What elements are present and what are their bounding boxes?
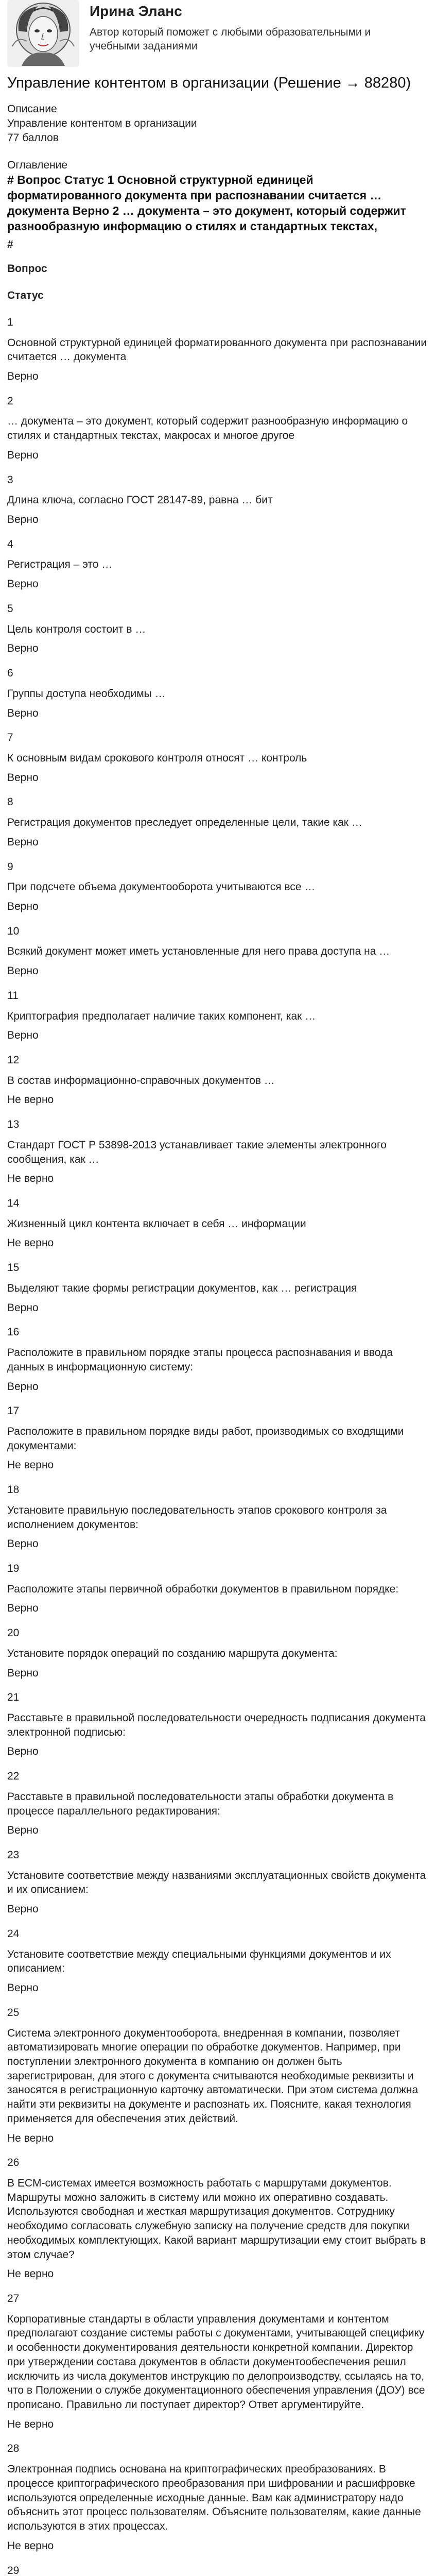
question-status: Верно — [7, 1667, 39, 1679]
question-status: Верно — [7, 1029, 39, 1042]
question-item — [7, 602, 429, 656]
question-status: Верно — [7, 1903, 39, 1916]
author-name[interactable]: Ирина Эланс — [90, 3, 182, 19]
question-text: Установите соответствие между специальными функциями документов и их описанием: — [7, 1948, 391, 1975]
question-status: Верно — [7, 1602, 39, 1615]
question-status: Верно — [7, 900, 39, 912]
question-item — [7, 1848, 429, 1917]
question-text: Регистрация документов преследует определенные цели, такие как … — [7, 817, 362, 829]
question-number: 11 — [7, 989, 19, 1002]
author-info — [79, 0, 383, 54]
question-number: 17 — [7, 1405, 20, 1417]
question-number: 16 — [7, 1326, 20, 1338]
question-number: 28 — [7, 2443, 20, 2455]
toc-hash: # — [7, 238, 13, 250]
question-status: Верно — [7, 578, 39, 590]
question-item — [7, 1325, 429, 1394]
question-text: Цель контроля состоит в … — [7, 623, 146, 635]
question-status: Верно — [7, 836, 39, 848]
question-status: Верно — [7, 1301, 39, 1314]
question-status: Верно — [7, 1824, 39, 1837]
question-text: Основной структурной единицей форматированного документа при распознавании считается … документа — [7, 336, 427, 363]
question-text: Расставьте в правильной последовательности этапы обработки документа в процессе параллельного редактирования: — [7, 1790, 394, 1817]
question-text: Регистрация – это … — [7, 558, 113, 571]
author-description: Автор который поможет с любыми образовательными и учебными заданиями — [90, 26, 371, 53]
question-number: 2 — [7, 395, 13, 407]
column-status: Статус — [7, 290, 44, 302]
question-item — [7, 1196, 429, 1250]
question-text: Длина ключа, согласно ГОСТ 28147-89, равна … бит — [7, 494, 273, 506]
question-text: Группы доступа необходимы … — [7, 687, 166, 700]
question-status: Верно — [7, 514, 39, 526]
question-number: 4 — [7, 538, 13, 550]
question-text: Жизненный цикл контента включает в себя … информации — [7, 1217, 306, 1230]
question-text: Корпоративные стандарты в области управления документами и контентом предполагают создание системы работы с документами, учитывающей специфику и особенности документирования деятельности конкретной компании. Директор при утверждении состава документов в области документообеспечения решил исключить из числа документов инструкцию по делопроизводству, ссылаясь на то, что в Положении о службе документационного обеспечения управления (ДОУ) все прописано. Правильно ли поступает директор? Ответ аргументируйте. — [7, 2313, 425, 2411]
question-number: 9 — [7, 860, 13, 873]
question-text: Всякий документ может иметь установленные для него права доступа на … — [7, 945, 390, 958]
author-header — [7, 0, 429, 67]
question-status: Верно — [7, 1380, 39, 1393]
question-status: Верно — [7, 771, 39, 784]
question-number: 25 — [7, 2006, 20, 2019]
question-number: 10 — [7, 925, 20, 937]
question-text: Установите правильную последовательность этапов срокового контроля за исполнением документов: — [7, 1504, 387, 1531]
question-text: Электронная подпись основана на криптографических преобразованиях. В процессе криптографического преобразования при шифровании и расшифровке используются определенные исходные данные. Вам как администратору надо объяснить этот процесс пользователям. Объясните пользователям, какие данные используются в этих процессах. — [7, 2463, 421, 2533]
avatar[interactable] — [7, 0, 79, 67]
question-item — [7, 2564, 429, 2576]
question-item — [7, 795, 429, 849]
page-title: Управление контентом в организации (Решение → 88280) — [7, 75, 411, 91]
question-text: При подсчете объема документооборота учитываются все … — [7, 881, 316, 893]
description-value: Управление контентом в организации — [7, 117, 197, 129]
question-item — [7, 1690, 429, 1759]
question-status: Верно — [7, 1538, 39, 1550]
question-number: 26 — [7, 2157, 20, 2169]
question-number: 29 — [7, 2564, 20, 2576]
description-label: Описание — [7, 103, 57, 115]
avatar-illustration-icon — [7, 0, 79, 67]
question-status: Не верно — [7, 1094, 54, 1106]
question-number: 24 — [7, 1927, 20, 1940]
column-question: Вопрос — [7, 263, 47, 275]
question-text: Расположите в правильном порядке этапы процесса распознавания и ввода данных в информационную систему: — [7, 1347, 393, 1373]
points-value: 77 баллов — [7, 131, 59, 144]
question-status: Верно — [7, 1745, 39, 1758]
question-item — [7, 473, 429, 527]
question-item — [7, 394, 429, 463]
question-item — [7, 666, 429, 720]
toc-heading: # Вопрос Статус 1 Основной структурной единицей форматированного документа при распознавании считается … документа Верно 2 … документа – это документ, который содержит разнообразную информацию о стилях и стандартных текстах, — [7, 173, 406, 233]
question-item — [7, 1769, 429, 1838]
question-item — [7, 731, 429, 785]
question-number: 8 — [7, 796, 13, 808]
question-number: 20 — [7, 1627, 20, 1639]
question-number: 23 — [7, 1849, 20, 1861]
question-item — [7, 1261, 429, 1315]
question-number: 22 — [7, 1770, 20, 1783]
question-item — [7, 2156, 429, 2281]
question-status: Не верно — [7, 2539, 54, 2552]
question-item — [7, 1562, 429, 1616]
question-number: 18 — [7, 1484, 20, 1496]
question-text: В состав информационно-справочных документов … — [7, 1074, 275, 1087]
question-status: Верно — [7, 965, 39, 977]
question-text: Расставьте в правильной последовательности очередность подписания документа электронной подписью: — [7, 1712, 426, 1738]
question-status: Не верно — [7, 1237, 54, 1249]
question-item — [7, 2006, 429, 2145]
question-item — [7, 989, 429, 1043]
question-status: Верно — [7, 449, 39, 461]
question-number: 27 — [7, 2293, 20, 2305]
question-item — [7, 860, 429, 914]
question-number: 5 — [7, 602, 13, 615]
question-item — [7, 1117, 429, 1186]
question-number: 14 — [7, 1197, 20, 1210]
question-text: Установите порядок операций по созданию маршрута документа: — [7, 1647, 338, 1659]
question-text: Криптография предполагает наличие таких компонент, как … — [7, 1010, 316, 1022]
question-text: Выделяют такие формы регистрации документов, как … регистрация — [7, 1282, 357, 1294]
question-status: Верно — [7, 370, 39, 383]
question-status: Не верно — [7, 1459, 54, 1471]
question-number: 12 — [7, 1054, 20, 1066]
question-number: 1 — [7, 316, 13, 328]
question-text: Стандарт ГОСТ Р 53898-2013 устанавливает такие элементы электронного сообщения, как … — [7, 1139, 387, 1165]
question-text: К основным видам срокового контроля относят … контроль — [7, 752, 307, 764]
question-number: 13 — [7, 1118, 20, 1131]
question-item — [7, 537, 429, 591]
question-text: Расположите этапы первичной обработки документов в правильном порядке: — [7, 1583, 399, 1595]
question-number: 3 — [7, 473, 13, 486]
question-item — [7, 2442, 429, 2553]
toc-label: Оглавление — [7, 159, 68, 172]
question-item — [7, 924, 429, 978]
question-status: Верно — [7, 707, 39, 719]
question-text: Установите соответствие между названиями эксплуатационных свойств документа и их описанием: — [7, 1869, 426, 1896]
question-list — [7, 315, 429, 2576]
question-text: В ECM-системах имеется возможность работать с маршрутами документов. Маршруты можно заложить в систему или можно их оперативно создавать. Используются свободная и жесткая маршрутизация документов. Сотруднику необходимо согласовать служебную записку на получение средств для покупки необходимых комплектующих. Какой вариант маршрутизации ему стоит выбрать в этом случае? — [7, 2177, 426, 2261]
question-item — [7, 1927, 429, 1995]
question-status: Не верно — [7, 2418, 54, 2430]
question-item — [7, 1483, 429, 1551]
question-item — [7, 1404, 429, 1472]
question-status: Не верно — [7, 2268, 54, 2280]
question-number: 7 — [7, 732, 13, 744]
question-item — [7, 2292, 429, 2431]
question-item — [7, 1053, 429, 1107]
question-text: … документа – это документ, который содержит разнообразную информацию о стилях и стандартных текстах, макросах и многое другое — [7, 415, 408, 442]
question-status: Не верно — [7, 1173, 54, 1185]
question-number: 19 — [7, 1562, 20, 1574]
question-number: 6 — [7, 667, 13, 680]
question-number: 15 — [7, 1262, 20, 1274]
question-item — [7, 315, 429, 384]
question-number: 21 — [7, 1691, 20, 1704]
question-status: Верно — [7, 1982, 39, 1994]
question-text: Расположите в правильном порядке виды работ, производимых со входящими документами: — [7, 1425, 404, 1452]
question-status: Верно — [7, 642, 39, 655]
question-text: Система электронного документооборота, внедренная в компании, позволяет автоматизировать многие операции по обработке документов. Например, при поступлении электронного документа в компанию он должен быть зарегистрирован, для этого с документа считываются необходимые реквизиты и заносятся в регистрационную карточку автоматически. При этом система должна найти эти реквизиты на документе и распознать их. Поясните, какая технология применяется для обеспечения этих действий. — [7, 2027, 418, 2125]
question-item — [7, 1626, 429, 1680]
question-status: Не верно — [7, 2132, 54, 2144]
